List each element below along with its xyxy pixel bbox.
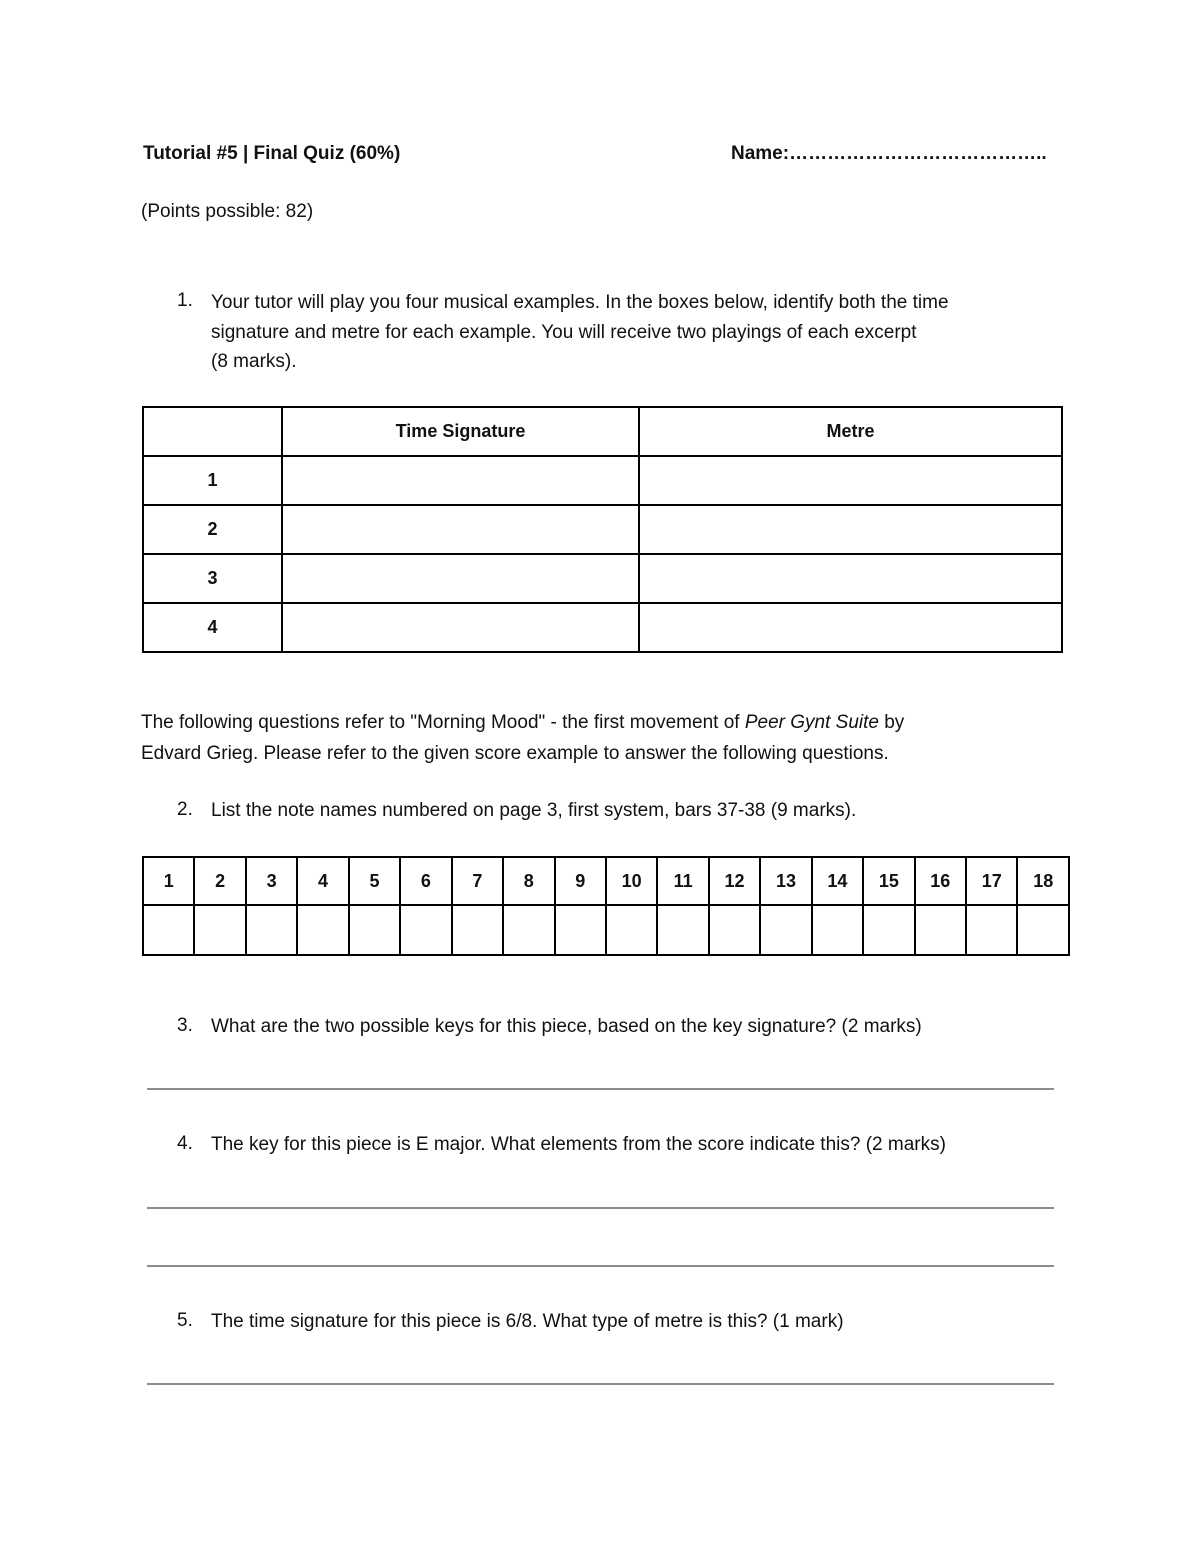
intro-line-2: Edvard Grieg. Please refer to the given score example to answer the following questions. bbox=[141, 742, 889, 764]
note-answer-cell[interactable] bbox=[194, 905, 245, 955]
note-number-cell: 17 bbox=[966, 857, 1017, 905]
metre-answer-cell[interactable] bbox=[639, 603, 1062, 652]
row-number-cell: 4 bbox=[143, 603, 282, 652]
header-cell-blank bbox=[143, 407, 282, 456]
note-number-cell: 1 bbox=[143, 857, 194, 905]
note-answer-cell[interactable] bbox=[297, 905, 348, 955]
intro-text: The following questions refer to "Morning Mood" - the first movement of bbox=[141, 712, 745, 733]
note-number-cell: 12 bbox=[709, 857, 760, 905]
answer-line[interactable] bbox=[147, 1088, 1054, 1090]
answer-line[interactable] bbox=[147, 1207, 1054, 1209]
note-number-cell: 9 bbox=[555, 857, 606, 905]
row-number-cell: 3 bbox=[143, 554, 282, 603]
note-number-cell: 16 bbox=[915, 857, 966, 905]
note-answer-cell[interactable] bbox=[555, 905, 606, 955]
note-number-cell: 14 bbox=[812, 857, 863, 905]
answer-line[interactable] bbox=[147, 1265, 1054, 1267]
note-answer-cell[interactable] bbox=[812, 905, 863, 955]
time-signature-answer-cell[interactable] bbox=[282, 554, 639, 603]
note-answer-cell[interactable] bbox=[143, 905, 194, 955]
question-3-number: 3. bbox=[177, 1015, 193, 1036]
question-1-line: signature and metre for each example. You will receive two playings of each excerpt bbox=[211, 321, 917, 343]
note-answer-cell[interactable] bbox=[657, 905, 708, 955]
table-header-row bbox=[143, 407, 1062, 456]
metre-answer-cell[interactable] bbox=[639, 505, 1062, 554]
note-number-cell: 3 bbox=[246, 857, 297, 905]
name-dots: ………………………………….. bbox=[789, 143, 1047, 164]
peer-gynt-title: Peer Gynt Suite bbox=[744, 712, 879, 733]
note-answer-cell[interactable] bbox=[966, 905, 1017, 955]
note-number-cell: 6 bbox=[400, 857, 451, 905]
note-answer-cell[interactable] bbox=[246, 905, 297, 955]
note-number-cell: 5 bbox=[349, 857, 400, 905]
quiz-title: Tutorial #5 | Final Quiz (60%) bbox=[143, 143, 401, 164]
time-signature-answer-cell[interactable] bbox=[282, 603, 639, 652]
name-field bbox=[731, 143, 1047, 165]
intro-text: by bbox=[878, 712, 905, 733]
time-signature-answer-cell[interactable] bbox=[282, 505, 639, 554]
row-number-cell: 1 bbox=[143, 456, 282, 505]
note-number-row bbox=[143, 857, 1069, 905]
note-answer-cell[interactable] bbox=[503, 905, 554, 955]
note-answer-cell[interactable] bbox=[915, 905, 966, 955]
table-row bbox=[143, 505, 1062, 554]
note-answer-cell[interactable] bbox=[709, 905, 760, 955]
metre-answer-cell[interactable] bbox=[639, 554, 1062, 603]
question-5-text: The time signature for this piece is 6/8. What type of metre is this? (1 mark) bbox=[211, 1311, 844, 1332]
note-number-cell: 7 bbox=[452, 857, 503, 905]
note-answer-cell[interactable] bbox=[349, 905, 400, 955]
question-4-number: 4. bbox=[177, 1133, 193, 1154]
question-1-line: Your tutor will play you four musical examples. In the boxes below, identify both the time bbox=[211, 292, 949, 313]
question-4-text: The key for this piece is E major. What elements from the score indicate this? (2 marks) bbox=[211, 1134, 946, 1155]
note-answer-cell[interactable] bbox=[1017, 905, 1069, 955]
header-cell-metre: Metre bbox=[639, 407, 1062, 456]
header-cell-time-signature: Time Signature bbox=[282, 407, 639, 456]
note-answer-cell[interactable] bbox=[760, 905, 811, 955]
morning-mood-intro bbox=[141, 708, 1071, 769]
note-number-cell: 13 bbox=[760, 857, 811, 905]
note-number-cell: 4 bbox=[297, 857, 348, 905]
note-answer-cell[interactable] bbox=[400, 905, 451, 955]
question-2-text: List the note names numbered on page 3, first system, bars 37-38 (9 marks). bbox=[211, 800, 857, 821]
metre-answer-cell[interactable] bbox=[639, 456, 1062, 505]
table-row bbox=[143, 554, 1062, 603]
note-number-cell: 2 bbox=[194, 857, 245, 905]
question-2-number: 2. bbox=[177, 799, 193, 820]
time-signature-answer-cell[interactable] bbox=[282, 456, 639, 505]
intro-line-1 bbox=[141, 708, 1071, 739]
table-row bbox=[143, 456, 1062, 505]
question-1-number: 1. bbox=[177, 290, 193, 311]
table-row bbox=[143, 603, 1062, 652]
question-3-text: What are the two possible keys for this piece, based on the key signature? (2 marks) bbox=[211, 1016, 922, 1037]
note-answer-cell[interactable] bbox=[606, 905, 657, 955]
row-number-cell: 2 bbox=[143, 505, 282, 554]
points-possible: (Points possible: 82) bbox=[141, 201, 314, 222]
note-number-cell: 18 bbox=[1017, 857, 1069, 905]
time-signature-table bbox=[142, 406, 1063, 653]
note-names-table bbox=[142, 856, 1070, 956]
note-answer-cell[interactable] bbox=[452, 905, 503, 955]
note-number-cell: 15 bbox=[863, 857, 914, 905]
note-number-cell: 10 bbox=[606, 857, 657, 905]
note-answer-cell[interactable] bbox=[863, 905, 914, 955]
note-answer-row bbox=[143, 905, 1069, 955]
name-label: Name: bbox=[731, 143, 790, 164]
question-5-number: 5. bbox=[177, 1310, 193, 1331]
note-number-cell: 11 bbox=[657, 857, 708, 905]
note-number-cell: 8 bbox=[503, 857, 554, 905]
question-1-text bbox=[211, 288, 1071, 377]
answer-line[interactable] bbox=[147, 1383, 1054, 1385]
question-1-line: (8 marks). bbox=[211, 351, 297, 372]
